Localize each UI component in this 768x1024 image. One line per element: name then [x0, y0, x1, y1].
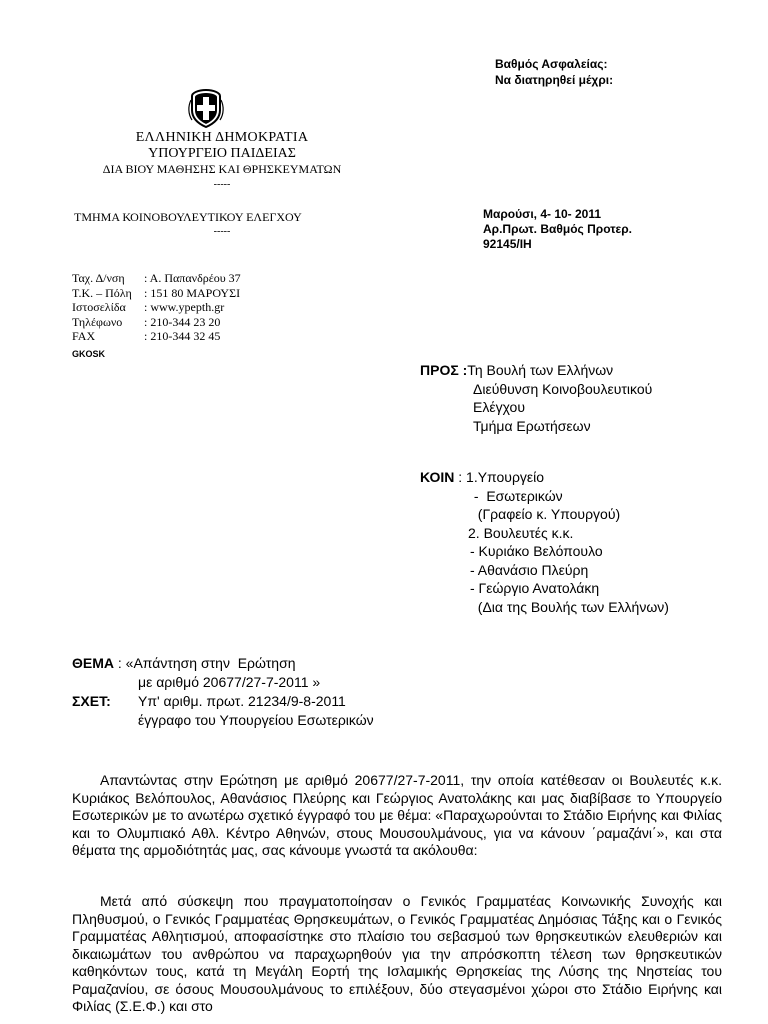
contact-value: : 210-344 32 45 — [144, 329, 221, 343]
contact-row-address — [72, 271, 241, 286]
thema-label: ΘΕΜΑ — [72, 655, 114, 671]
pros-line: Τμήμα Ερωτήσεων — [473, 417, 591, 434]
contact-row-city — [72, 286, 241, 301]
header-republic: ΕΛΛΗΝΙΚΗ ΔΗΜΟΚΡΑΤΙΑ — [135, 130, 309, 145]
contact-row-website — [72, 300, 241, 315]
contact-value: : www.ypepth.gr — [144, 300, 225, 314]
sxet-label: ΣΧΕΤ: — [72, 693, 111, 709]
security-block — [495, 56, 613, 88]
place-date: Μαρούσι, 4- 10- 2011 — [483, 207, 602, 221]
department-name: ΤΜΗΜΑ ΚΟΙΝΟΒΟΥΛΕΥΤΙΚΟΥ ΕΛΕΓΧΟΥ — [74, 210, 302, 224]
contact-row-phone — [72, 315, 241, 330]
body-paragraph: Μετά από σύσκεψη που πραγματοποίησαν ο Γενικός Γραμματέας Κοινωνικής Συνοχής και Πληθυσμού, ο Γενικός Γραμματέας Θρησκευμάτων, ο Γενικός Γραμματέας Δημόσιας Τάξης και ο Γενικός Γραμματέας Αθλητισμού, αποφασίστηκε στο πλαίσιο του σεβασμού των θρησκευτικών ελευθεριών και δικαιωμάτων του ανθρώπου να παραχωρηθούν για την απρόσκοπτη τέλεση των θρησκευτικών καθηκόντων τους, κατά τη Μεγάλη Εορτή της Ισλαμικής Θρησκείας της Λύσης της Νηστείας του Ραμαζανίου, σε όσους Μουσουλμάνους το επιλέξουν, δύο στεγασμένοι χώροι στο Στάδιο Ειρήνης και Φιλίας (Σ.Ε.Φ.) και στο — [72, 893, 722, 1014]
sxet-text: Υπ' αριθμ. πρωτ. 21234/9-8-2011 — [138, 693, 346, 709]
date-protocol-block — [483, 207, 632, 252]
recipient-block — [420, 361, 652, 435]
pros-line: Ελέγχου — [473, 399, 525, 415]
contact-value: : Α. Παπανδρέου 37 — [144, 271, 241, 285]
subject-block — [72, 654, 374, 730]
contact-label: Ταχ. Δ/νση — [72, 271, 125, 285]
koin-line: - Αθανάσιο Πλεύρη — [470, 561, 589, 578]
author-initials: GKOSK — [72, 349, 106, 359]
contact-row-fax — [72, 329, 241, 344]
koin-label: ΚΟΙΝ — [420, 469, 455, 485]
protocol-label: Αρ.Πρωτ. Βαθμός Προτερ. — [483, 222, 633, 236]
header-separator: ----- — [213, 179, 231, 190]
contact-label: Ιστοσελίδα — [72, 300, 126, 314]
koin-line: - Εσωτερικών — [470, 487, 563, 504]
header-ministry: ΥΠΟΥΡΓΕΙΟ ΠΑΙΔΕΙΑΣ — [148, 146, 296, 161]
contact-value: : 151 80 ΜΑΡΟΥΣΙ — [144, 285, 241, 300]
contact-label: FAX — [72, 329, 96, 343]
contact-block — [72, 271, 241, 344]
pros-line: Τη Βουλή των Ελλήνων — [467, 362, 614, 378]
koin-line: - Κυριάκο Βελόπουλο — [470, 543, 603, 559]
body-paragraph: Απαντώντας στην Ερώτηση με αριθμό 20677/27-7-2011, την οποία κατέθεσαν οι Βουλευτές κ.κ. Κυριάκος Βελόπουλος, Αθανάσιος Πλεύρης και Γεώργιος Ανατολάκης και μας διαβίβασε το Υπουργείο Εσωτερικών με το ανωτέρω σχετικό έγγραφό του με θέμα: «Παραχωρούνται το Στάδιο Ειρήνης και Φιλίας και το Ολυμπιακό Αθλ. Κέντρο Αθηνών, στους Μουσουλμάνους, για να κάνουν ΄ραμαζάνι΄», και στα θέματα της αρμοδιότητάς μας, σας κάνουμε γνωστά τα ακόλουθα: — [72, 772, 722, 858]
pros-label: ΠΡΟΣ : — [420, 362, 468, 378]
retention-label: Να διατηρηθεί μέχρι: — [495, 73, 614, 87]
department-separator: ----- — [213, 226, 231, 237]
contact-value: : 210-344 23 20 — [144, 314, 221, 329]
koin-line: (Γραφείο κ. Υπουργού) — [470, 506, 621, 522]
koin-line: (Δια της Βουλής των Ελλήνων) — [470, 598, 669, 615]
thema-text: με αριθμό 20677/27-7-2011 » — [138, 674, 321, 690]
classification-label: Βαθμός Ασφαλείας: — [495, 57, 608, 71]
sxet-text: έγγραφο του Υπουργείου Εσωτερικών — [138, 712, 374, 728]
greek-coat-of-arms-icon — [188, 88, 224, 128]
thema-text: : «Απάντηση στην Ερώτηση — [114, 655, 296, 671]
koin-line: : 1.Υπουργείο — [454, 469, 545, 485]
protocol-number: 92145/ΙΗ — [483, 237, 532, 251]
contact-label: Τηλέφωνο — [72, 314, 123, 329]
koin-line: - Γεώργιο Ανατολάκη — [470, 580, 600, 596]
contact-label: Τ.Κ. – Πόλη — [72, 285, 132, 300]
cc-block — [420, 468, 669, 616]
pros-line: Διεύθυνση Κοινοβουλευτικού — [473, 380, 653, 397]
koin-line: 2. Βουλευτές κ.κ. — [468, 524, 574, 541]
header-ministry-sub: ΔΙΑ ΒΙΟΥ ΜΑΘΗΣΗΣ ΚΑΙ ΘΡΗΣΚΕΥΜΑΤΩΝ — [102, 162, 342, 176]
